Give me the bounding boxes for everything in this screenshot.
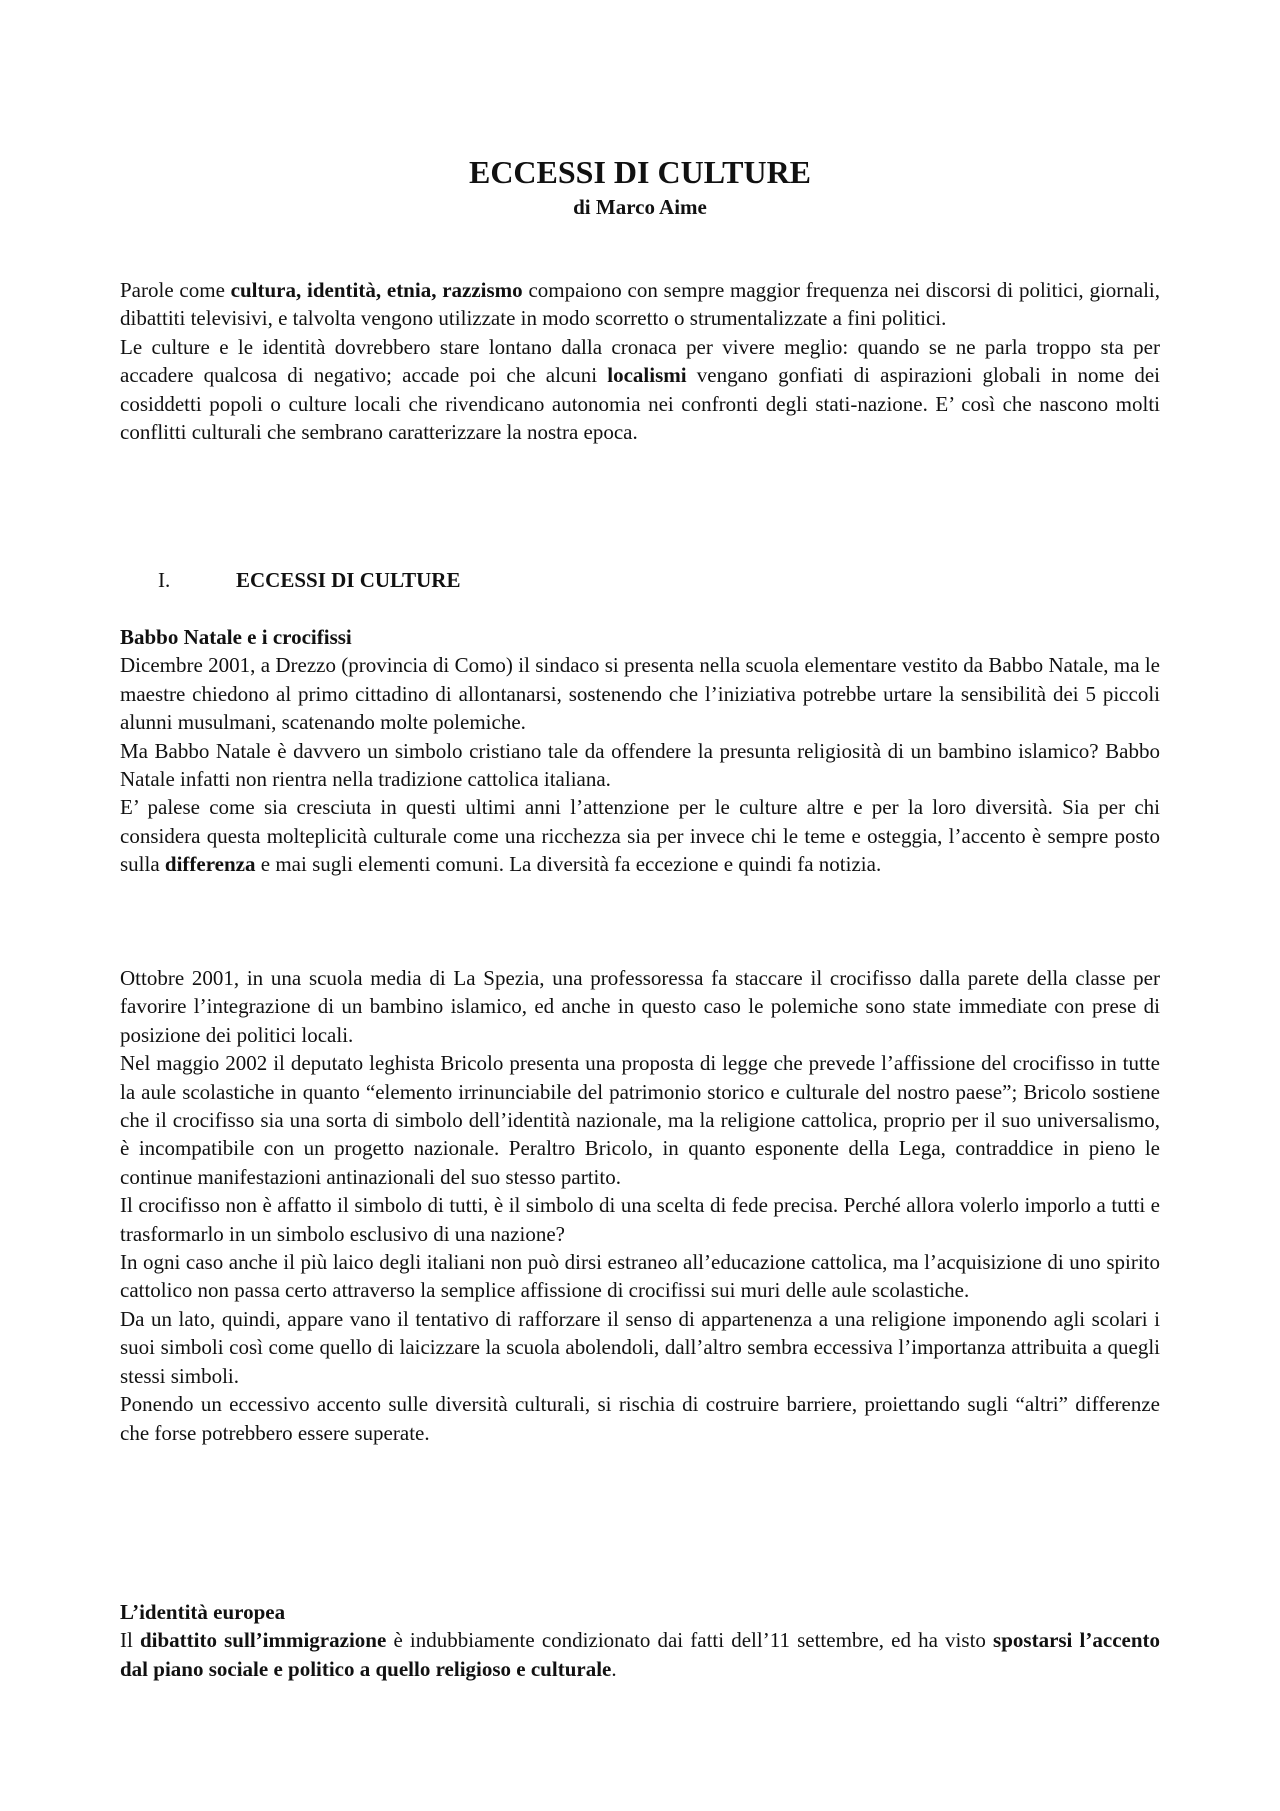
subsection-babbo-natale [120, 623, 1160, 879]
intro-paragraph-2: Le culture e le identità dovrebbero stare lontano dalla cronaca per vivere meglio: quando se ne parla troppo sta per accadere qualcosa di negativo; accade poi che alcuni localismi vengano gonfiati di aspirazioni globali in nome dei cosiddetti popoli o culture locali che rivendicano autonomia nei confronti degli stati-nazione. E’ così che nascono molti conflitti culturali che sembrano caratterizzare la nostra epoca. [120, 334, 1160, 445]
paragraph: Da un lato, quindi, appare vano il tentativo di rafforzare il senso di appartenenza a una religione imponendo agli scolari i suoi simboli così come quello di laicizzare la scuola abolendoli, dall’altro sembra eccessiva l’importanza attribuita a quegli stessi simboli. [120, 1306, 1160, 1388]
key-terms: cultura, identità, etnia, razzismo [230, 278, 523, 302]
subsection-heading: L’identità europea [120, 1600, 286, 1624]
subsection-crocifissi [120, 964, 1160, 1447]
key-phrase-accento: spostarsi l’accento dal piano sociale e politico a quello religioso e culturale [120, 1628, 1161, 1681]
key-term-differenza: differenza [164, 852, 256, 877]
subsection-identita-europea [120, 1598, 1160, 1683]
paragraph: Ma Babbo Natale è davvero un simbolo cristiano tale da offendere la presunta religiosità di un bambino islamico? Babbo Natale infatti non rientra nella tradizione cattolica italiana. [120, 738, 1160, 792]
paragraph: Ponendo un eccessivo accento sulle diversità culturali, si rischia di costruire barriere, proiettando sugli “altri” differenze che forse potrebbero essere superate. [120, 1392, 1160, 1445]
paragraph: Il crocifisso non è affatto il simbolo di tutti, è il simbolo di una scelta di fede precisa. Perché allora volerlo imporlo a tutti e trasformarlo in un simbolo esclusivo di una nazione? [120, 1193, 1160, 1246]
section-heading [158, 566, 460, 594]
paragraph: E’ palese come sia cresciuta in questi ultimi anni l’attenzione per le culture altre e per la loro diversità. Sia per chi considera questa molteplicità culturale come una ricchezza sia per invece chi le teme e osteggia, l’accento è sempre posto sulla differenza e mai sugli elementi comuni. La diversità fa eccezione e quindi fa notizia. [120, 795, 1160, 877]
subsection-heading: Babbo Natale e i crocifissi [120, 625, 352, 649]
paragraph: In ogni caso anche il più laico degli italiani non può dirsi estraneo all’educazione cattolica, ma l’acquisizione di uno spirito cattolico non passa certo attraverso la semplice affissione di crocifissi sui muri delle aule scolastiche. [120, 1250, 1160, 1303]
paragraph: Il dibattito sull’immigrazione è indubbiamente condizionato dai fatti dell’11 settembre, ed ha visto spostarsi l’accento dal piano sociale e politico a quello religioso e culturale. [120, 1628, 1161, 1681]
paragraph: Dicembre 2001, a Drezzo (provincia di Como) il sindaco si presenta nella scuola elementare vestito da Babbo Natale, ma le maestre chiedono al primo cittadino di allontanarsi, sostenendo che l’iniziativa potrebbe urtare la sensibilità dei 5 piccoli alunni musulmani, scatenando molte polemiche. [120, 653, 1160, 735]
document-title: ECCESSI DI CULTURE [468, 154, 812, 190]
intro-section [120, 276, 1160, 446]
document-author: di Marco Aime [573, 195, 707, 219]
section-number: I. [158, 568, 171, 592]
section-title: ECCESSI DI CULTURE [236, 568, 461, 592]
paragraph: Nel maggio 2002 il deputato leghista Bricolo presenta una proposta di legge che prevede l’affissione del crocifisso in tutte la aule scolastiche in quanto “elemento irrinunciabile del patrimonio storico e culturale del nostro paese”; Bricolo sostiene che il crocifisso sia una sorta di simbolo dell’identità nazionale, ma la religione cattolica, proprio per il suo universalismo, è incompatibile con un progetto nazionale. Peraltro Bricolo, in quanto esponente della Lega, contraddice in pieno le continue manifestazioni antinazionali del suo stesso partito. [120, 1051, 1160, 1189]
key-term-localismi: localismi [607, 363, 687, 388]
intro-paragraph-1: Parole come cultura, identità, etnia, razzismo compaiono con sempre maggior frequenza nei discorsi di politici, giornali, dibattiti televisivi, e talvolta vengono utilizzate in modo scorretto o strumentalizzate a fini politici. [120, 278, 1161, 331]
paragraph: Ottobre 2001, in una scuola media di La Spezia, una professoressa fa staccare il crocifisso dalla parete della classe per favorire l’integrazione di un bambino islamico, ed anche in questo caso le polemiche sono state immediate con prese di posizione dei politici locali. [120, 966, 1160, 1047]
key-term-dibattito: dibattito sull’immigrazione [139, 1628, 387, 1653]
